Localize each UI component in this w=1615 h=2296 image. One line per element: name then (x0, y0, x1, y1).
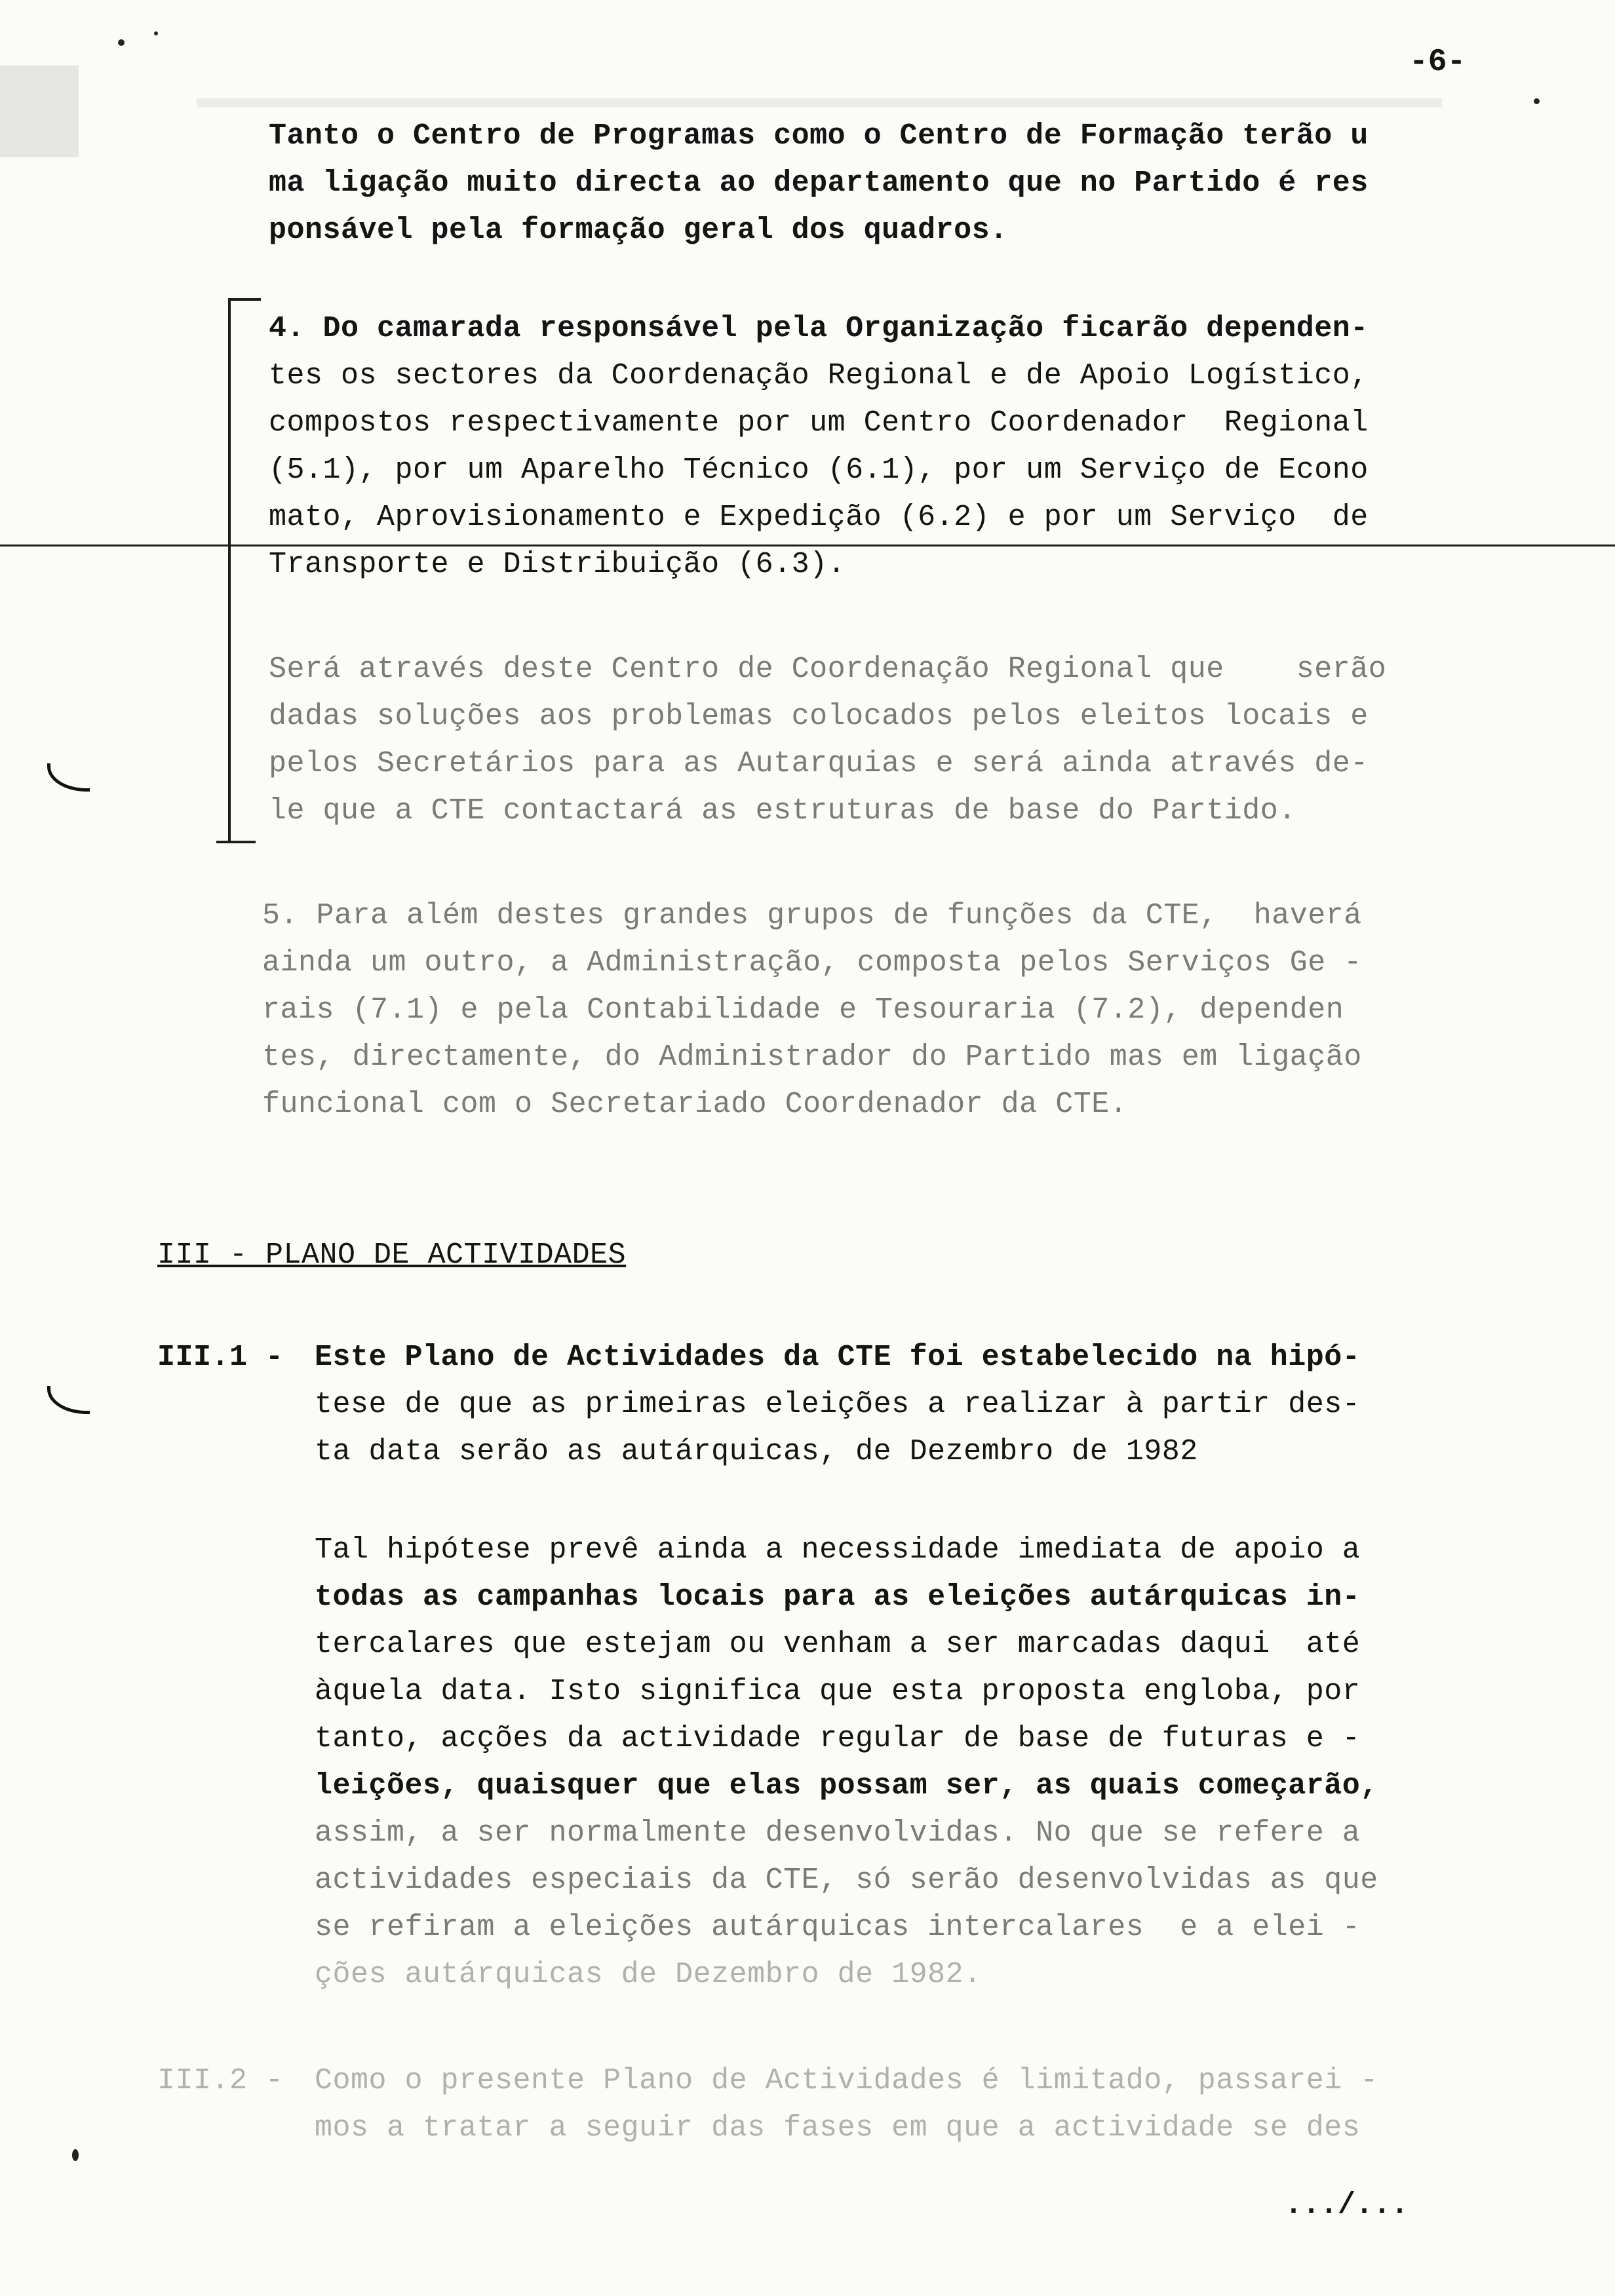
section-heading: III - PLANO DE ACTIVIDADES (157, 1238, 627, 1272)
text-line: tes, directamente, do Administrador do Partido mas em ligação (262, 1041, 1362, 1074)
text-line: rais (7.1) e pela Contabilidade e Tesouraria (7.2), dependen (262, 993, 1344, 1027)
margin-bracket (228, 298, 231, 842)
text-line: tes os sectores da Coordenação Regional e de Apoio Logístico, (269, 359, 1369, 392)
text-line: funcional com o Secretariado Coordenador da CTE. (262, 1088, 1128, 1121)
ink-dot (118, 39, 125, 46)
text-line: dadas soluções aos problemas colocados pelos eleitos locais e (269, 700, 1369, 733)
text-line: ções autárquicas de Dezembro de 1982. (315, 1958, 982, 1991)
text-line: assim, a ser normalmente desenvolvidas. No que se refere a (315, 1816, 1361, 1850)
text-line: ta data serão as autárquicas, de Dezembro de 1982 (315, 1435, 1198, 1468)
scan-noise (197, 98, 1442, 107)
text-line: le que a CTE contactará as estruturas de base do Partido. (269, 794, 1296, 828)
text-line: 5. Para além destes grandes grupos de funções da CTE, haverá (262, 899, 1362, 932)
text-line: Transporte e Distribuição (6.3). (269, 548, 846, 581)
text-line: leições, quaisquer que elas possam ser, as quais começarão, (315, 1769, 1378, 1803)
ink-dot (1534, 98, 1540, 104)
continuation-marker: .../... (1285, 2189, 1409, 2222)
text-line: Como o presente Plano de Actividades é limitado, passarei - (315, 2064, 1378, 2097)
text-line: 4. Do camarada responsável pela Organização ficarão dependen- (269, 312, 1369, 345)
text-line: tanto, acções da actividade regular de base de futuras e - (315, 1722, 1361, 1755)
text-line: Tal hipótese prevê ainda a necessidade imediata de apoio a (315, 1533, 1361, 1567)
text-line: Este Plano de Actividades da CTE foi estabelecido na hipó- (315, 1341, 1361, 1374)
text-line: pelos Secretários para as Autarquias e será ainda através de- (269, 747, 1369, 780)
item-label: III.2 - (157, 2064, 284, 2097)
ink-dot (72, 2149, 79, 2161)
margin-bracket-bottom (216, 841, 256, 843)
text-line: ainda um outro, a Administração, composta pelos Serviços Ge - (262, 946, 1362, 980)
text-line: (5.1), por um Aparelho Técnico (6.1), por um Serviço de Econo (269, 453, 1369, 487)
text-line: todas as campanhas locais para as eleições autárquicas in- (315, 1580, 1361, 1614)
text-line: se refiram a eleições autárquicas intercalares e a elei - (315, 1911, 1361, 1944)
punch-hole-mark (47, 1386, 90, 1414)
text-line: ma ligação muito directa ao departamento que no Partido é res (269, 166, 1369, 200)
text-line: àquela data. Isto significa que esta proposta engloba, por (315, 1675, 1361, 1708)
text-line: Será através deste Centro de Coordenação Regional que serão (269, 653, 1387, 686)
text-line: Tanto o Centro de Programas como o Centro de Formação terão u (269, 119, 1369, 153)
text-line: mos a tratar a seguir das fases em que a actividade se des (315, 2111, 1361, 2145)
punch-hole-mark (47, 763, 90, 792)
page-number: -6- (1409, 45, 1466, 80)
text-line: mato, Aprovisionamento e Expedição (6.2) e por um Serviço de (269, 501, 1369, 534)
item-label: III.1 - (157, 1341, 284, 1374)
text-line: compostos respectivamente por um Centro Coordenador Regional (269, 406, 1369, 440)
text-line: tese de que as primeiras eleições a realizar à partir des- (315, 1388, 1361, 1421)
text-line: actividades especiais da CTE, só serão desenvolvidas as que (315, 1864, 1378, 1897)
ink-dot (154, 31, 158, 35)
margin-bracket-top (228, 298, 261, 301)
scan-noise (0, 66, 79, 157)
text-line: tercalares que estejam ou venham a ser marcadas daqui até (315, 1628, 1361, 1661)
text-line: ponsável pela formação geral dos quadros. (269, 214, 1008, 247)
